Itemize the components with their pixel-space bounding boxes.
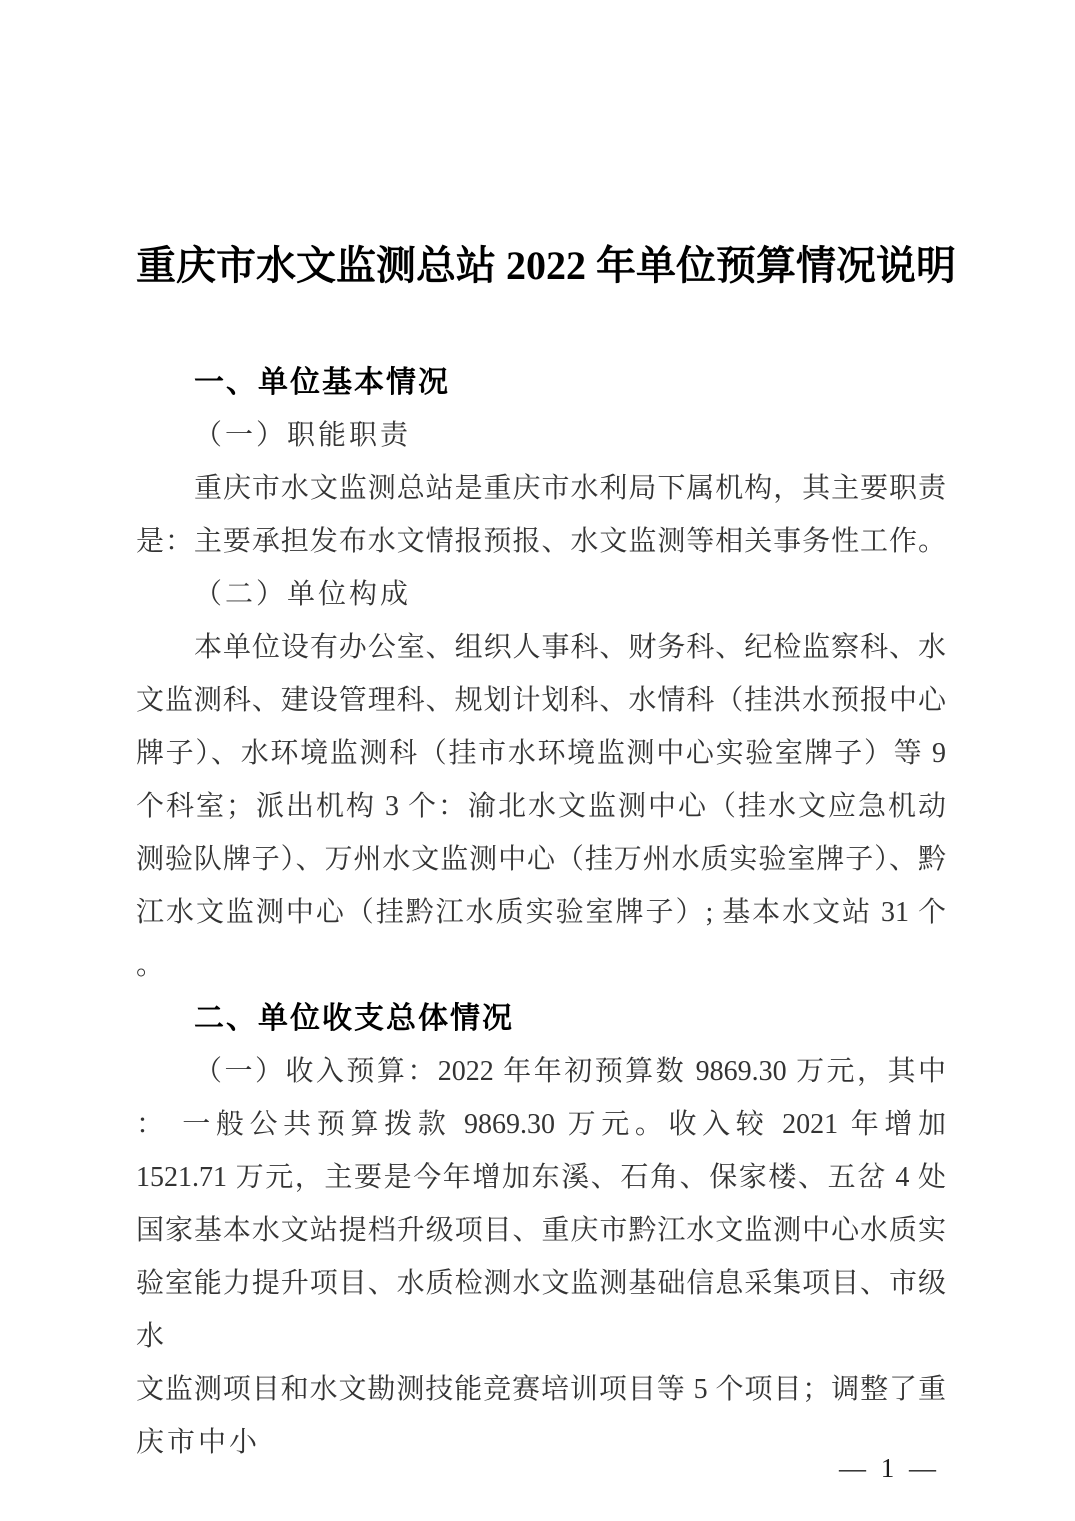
paragraph-line: 个科室；派出机构 3 个：渝北水文监测中心（挂水文应急机动	[136, 791, 946, 822]
paragraph-line: 。	[136, 950, 168, 981]
section-heading-1: 一、单位基本情况	[194, 366, 450, 399]
section-heading-2: 二、单位收支总体情况	[194, 1002, 514, 1035]
paragraph-line: 是：主要承担发布水文情报预报、水文监测等相关事务性工作。	[136, 526, 946, 557]
paragraph-line: 1521.71 万元，主要是今年增加东溪、石角、保家楼、五岔 4 处	[136, 1162, 946, 1193]
paragraph-line: 牌子）、水环境监测科（挂市水环境监测中心实验室牌子）等 9	[136, 738, 946, 769]
subsection-heading-1-1: （一）职能职责	[194, 420, 412, 451]
paragraph-line: 江水文监测中心（挂黔江水质实验室牌子）; 基本水文站 31 个	[136, 897, 946, 928]
subsection-heading-1-2: （二）单位构成	[194, 579, 412, 610]
document-body	[136, 356, 946, 1469]
paragraph-line: 重庆市水文监测总站是重庆市水利局下属机构，其主要职责	[194, 473, 946, 504]
paragraph-line: ： 一般公共预算拨款 9869.30 万元。收入较 2021 年增加	[136, 1109, 946, 1140]
paragraph-line: 文监测科、建设管理科、规划计划科、水情科（挂洪水预报中心	[136, 685, 946, 716]
paragraph-line: 验室能力提升项目、水质检测水文监测基础信息采集项目、市级水	[136, 1268, 946, 1352]
document-title: 重庆市水文监测总站 2022 年单位预算情况说明	[136, 243, 956, 288]
page-number: — 1 —	[839, 1453, 940, 1483]
paragraph-line: 文监测项目和水文勘测技能竞赛培训项目等 5 个项目；调整了重	[136, 1374, 946, 1405]
paragraph-line: 国家基本水文站提档升级项目、重庆市黔江水文监测中心水质实	[136, 1215, 946, 1246]
paragraph-line: 庆市中小	[136, 1427, 261, 1458]
paragraph-line: 测验队牌子）、万州水文监测中心（挂万州水质实验室牌子）、黔	[136, 844, 946, 875]
paragraph-line: （一）收入预算：2022 年年初预算数 9869.30 万元，其中	[194, 1056, 946, 1087]
paragraph-line: 本单位设有办公室、组织人事科、财务科、纪检监察科、水	[194, 632, 946, 663]
document-content	[136, 0, 956, 1469]
